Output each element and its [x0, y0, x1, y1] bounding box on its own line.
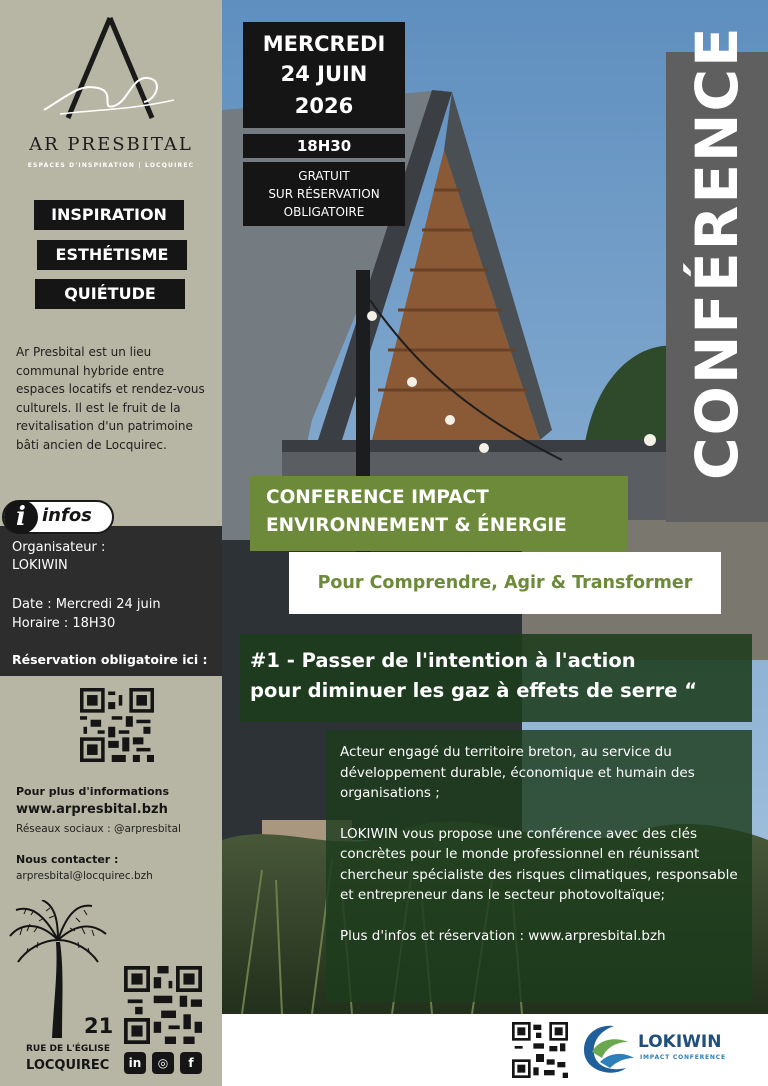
day-date: 24 JUIN: [280, 62, 368, 86]
city-name: LOCQUIREC: [26, 1058, 110, 1073]
free-reservation-box: [243, 162, 405, 226]
description-box: [326, 730, 752, 1002]
date-line: Date : Mercredi 24 juin: [12, 597, 161, 612]
episode-title-line2: pour diminuer les gaz à effets de serre “: [250, 679, 698, 702]
footer-qr-code-icon[interactable]: [512, 1022, 568, 1078]
infos-tab: [2, 500, 114, 534]
day-name: MERCREDI: [262, 32, 386, 56]
instagram-icon[interactable]: ◎: [152, 1052, 174, 1074]
description-paragraph-2: LOKIWIN vous propose une conférence avec des clés concrètes pour le monde professionnel en réunissant chercheur spécialiste des risques climatiques, responsable et entrepreneur dans le secteur photovoltaïque;: [340, 825, 738, 903]
time-line: Horaire : 18H30: [12, 616, 116, 631]
website-link[interactable]: www.arpresbital.bzh: [16, 802, 168, 817]
sidebar: [0, 0, 222, 1086]
year: 2026: [294, 94, 354, 118]
partner-name: LOKIWIN: [638, 1032, 722, 1052]
reservation-line: SUR RÉSERVATION: [268, 187, 380, 201]
event-subtitle: Pour Comprendre, Agir & Transformer: [289, 552, 721, 614]
reservation-label: Réservation obligatoire ici :: [12, 652, 208, 667]
free-line: GRATUIT: [298, 169, 350, 183]
description-paragraph-1: Acteur engagé du territoire breton, au service du développement durable, économique et humain des organisations ;: [340, 744, 695, 801]
episode-title: [240, 634, 752, 722]
email-link[interactable]: arpresbital@locquirec.bzh: [16, 870, 153, 882]
value-pill-quietude: QUIÉTUDE: [35, 279, 185, 309]
event-title: [250, 476, 628, 551]
facebook-icon[interactable]: f: [180, 1052, 202, 1074]
about-text: Ar Presbital est un lieu communal hybride entre espaces locatifs et rendez-vous culturels. Il est le fruit de la revitalisation d'un patrimoine bâti ancien de Locquirec.: [16, 345, 205, 452]
value-pill-inspiration: INSPIRATION: [34, 200, 184, 230]
more-info-label: Pour plus d'informations: [16, 785, 170, 798]
description-paragraph-3: Plus d'infos et réservation : www.arpresbital.bzh: [340, 927, 666, 944]
time-box: 18H30: [243, 134, 405, 158]
brand-subtitle: ESPACES D'INSPIRATION | LOCQUIREC: [27, 162, 195, 169]
episode-title-line1: #1 - Passer de l'intention à l'action: [250, 649, 636, 672]
brand-name: AR PRESBITAL: [29, 134, 193, 155]
reservation-qr-code-icon[interactable]: [80, 688, 154, 762]
street-name: RUE DE L'ÉGLISE: [26, 1044, 111, 1054]
organizer-label: Organisateur :: [12, 540, 106, 555]
street-number: 21: [84, 1014, 114, 1038]
value-pill-esthetisme: ESTHÉTISME: [37, 240, 187, 270]
mandatory-line: OBLIGATOIRE: [283, 205, 365, 219]
organizer-value: LOKIWIN: [12, 558, 68, 573]
contact-label: Nous contacter :: [16, 853, 119, 866]
date-box: [243, 22, 405, 128]
event-title-line2: ENVIRONNEMENT & ÉNERGIE: [266, 515, 567, 536]
info-icon: i: [4, 500, 38, 534]
social-qr-code-icon[interactable]: [124, 966, 202, 1044]
event-title-line1: CONFERENCE IMPACT: [266, 487, 489, 508]
ar-presbital-logo-icon: [40, 14, 180, 126]
infos-label: infos: [42, 505, 92, 526]
category-label: CONFÉRENCE: [683, 25, 751, 480]
linkedin-icon[interactable]: in: [124, 1052, 146, 1074]
social-handle: Réseaux sociaux : @arpresbital: [16, 823, 181, 835]
partner-tagline: IMPACT CONFERENCE: [640, 1054, 726, 1061]
